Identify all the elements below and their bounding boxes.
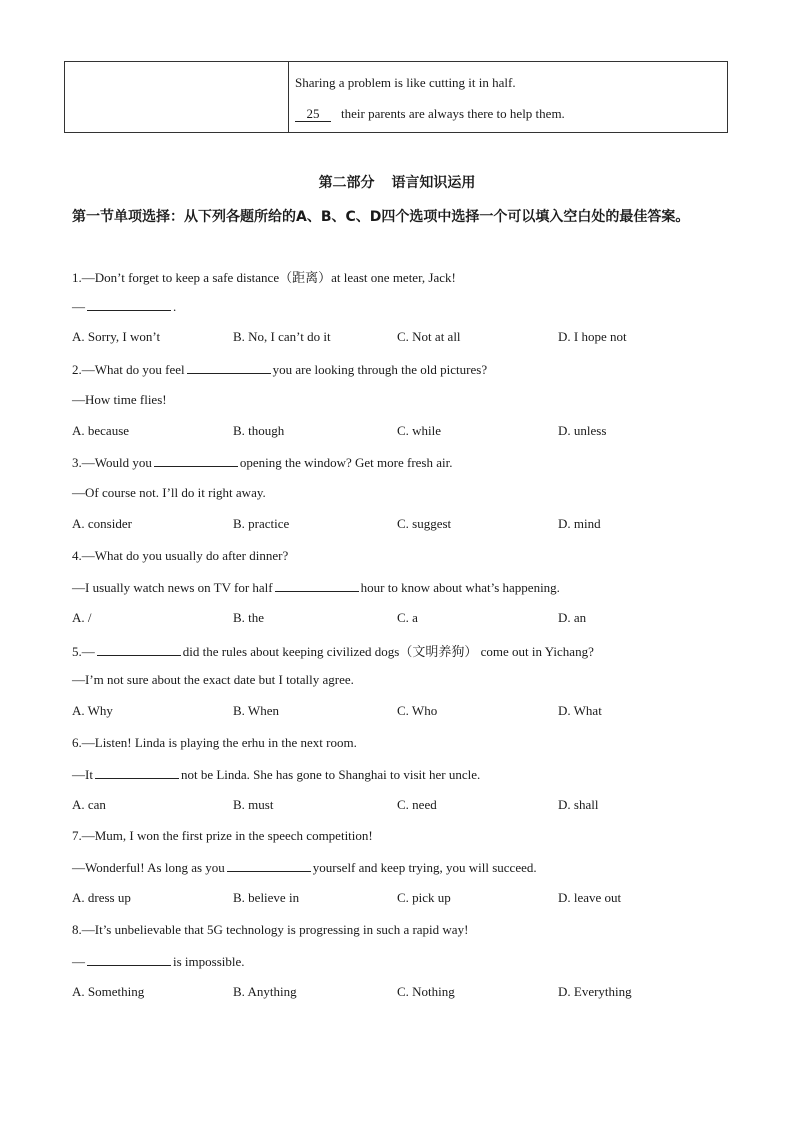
answer-blank [154, 454, 238, 467]
answer-text: —Wonderful! As long as you [72, 860, 225, 876]
answer-text-after: is impossible. [173, 953, 245, 969]
passage-line: Sharing a problem is like cutting it in half. [295, 75, 516, 90]
answer-text: —How time flies! [72, 391, 167, 407]
question-5-option-c: C. Who [397, 703, 438, 719]
question-2-option-a: A. because [72, 422, 130, 438]
question-5-option-b: B. When [233, 703, 279, 719]
question-2-answer-line [72, 392, 167, 408]
question-4-answer-line [72, 579, 560, 596]
answer-blank [95, 766, 179, 779]
question-1-answer-line [72, 298, 176, 315]
question-8-answer-line [72, 953, 245, 970]
question-3-option-d: D. mind [558, 516, 601, 532]
blank-25: 25 [295, 107, 331, 122]
answer-text: —I usually watch news on TV for half [72, 579, 273, 595]
question-text: 5.— [72, 644, 95, 659]
question-6-option-a: A. can [72, 796, 106, 812]
question-6-question-line [72, 735, 357, 751]
answer-text-after: hour to know about what’s happening. [360, 579, 560, 595]
instructions: 第一节单项选择：从下列各题所给的A、B、C、D四个选项中选择一个可以填入空白处的最佳答案。 [72, 209, 690, 225]
section-name: 语言知识运用 [391, 175, 476, 191]
question-6-answer-line [72, 766, 480, 783]
answer-text: — [72, 953, 85, 969]
answer-blank [97, 643, 181, 656]
table-cell-text [289, 62, 727, 132]
question-8-option-a: A. Something [72, 983, 145, 999]
question-7-option-b: B. believe in [233, 890, 300, 906]
section-title [0, 172, 794, 192]
answer-text: —Of course not. I’ll do it right away. [72, 485, 266, 501]
question-text: 2.—What do you feel [72, 361, 185, 377]
answer-blank [87, 298, 171, 311]
question-text: 8.—It’s unbelievable that 5G technology is progressing in such a rapid way! [72, 921, 469, 937]
question-2-question-line [72, 361, 487, 378]
question-1-question-line [72, 267, 456, 286]
question-text: 7.—Mum, I won the first prize in the speech competition! [72, 828, 373, 843]
answer-text: — [72, 299, 85, 315]
question-text-after: opening the window? Get more fresh air. [239, 455, 453, 470]
passage-table [64, 61, 728, 133]
question-8-option-d: D. Everything [558, 983, 632, 999]
question-2-option-b: B. though [233, 422, 285, 438]
question-7-answer-line [72, 859, 537, 876]
question-5-option-d: D. What [558, 703, 602, 719]
question-3-option-b: B. practice [233, 516, 290, 532]
question-3-option-a: A. consider [72, 516, 132, 532]
question-2-option-d: D. unless [558, 422, 607, 438]
question-6-option-b: B. must [233, 796, 274, 812]
question-text: 1.—Don’t forget to keep a safe distance（距离）at least one meter, Jack! [72, 270, 456, 285]
question-text: 4.—What do you usually do after dinner? [72, 547, 289, 563]
question-1-option-a: A. Sorry, I won’t [72, 329, 161, 345]
question-8-option-b: B. Anything [233, 983, 297, 999]
answer-blank [227, 859, 311, 872]
answer-text: —I’m not sure about the exact date but I totally agree. [72, 672, 354, 688]
question-5-question-line [72, 641, 594, 660]
question-7-option-d: D. leave out [558, 890, 622, 906]
answer-blank [275, 579, 359, 592]
question-1-option-b: B. No, I can’t do it [233, 329, 331, 345]
question-8-option-c: C. Nothing [397, 983, 455, 999]
question-5-answer-line [72, 672, 354, 688]
answer-blank [87, 953, 171, 966]
question-4-option-a: A. / [72, 609, 92, 625]
question-1-option-c: C. Not at all [397, 329, 461, 345]
question-5-option-a: A. Why [72, 703, 113, 719]
answer-text-after: yourself and keep trying, you will succeed. [312, 860, 537, 876]
question-2-option-c: C. while [397, 422, 442, 438]
question-1-option-d: D. I hope not [558, 329, 627, 345]
question-text: 3.—Would you [72, 455, 152, 470]
question-4-question-line [72, 548, 288, 564]
question-4-option-d: D. an [558, 609, 587, 625]
question-4-option-b: B. the [233, 609, 265, 625]
question-6-option-c: C. need [397, 796, 437, 812]
passage-line-text: their parents are always there to help them. [341, 106, 565, 121]
question-3-question-line [72, 454, 452, 471]
question-7-option-c: C. pick up [397, 890, 451, 906]
section-part: 第二部分 [318, 175, 375, 191]
question-3-option-c: C. suggest [397, 516, 452, 532]
table-cell-empty [65, 62, 289, 132]
question-text-after: did the rules about keeping civilized dogs（文明养狗） come out in Yichang? [182, 644, 594, 659]
question-7-question-line [72, 828, 373, 844]
question-4-option-c: C. a [397, 609, 418, 625]
answer-text: —It [72, 766, 93, 782]
answer-text-after: not be Linda. She has gone to Shanghai to visit her uncle. [180, 766, 481, 782]
passage-line [295, 106, 565, 122]
question-text: 6.—Listen! Linda is playing the erhu in the next room. [72, 734, 357, 750]
answer-text-after: . [173, 299, 177, 315]
question-8-question-line [72, 922, 468, 938]
question-7-option-a: A. dress up [72, 890, 131, 906]
question-6-option-d: D. shall [558, 796, 599, 812]
question-3-answer-line [72, 485, 266, 501]
answer-blank [187, 361, 271, 374]
question-text-after: you are looking through the old pictures? [272, 361, 488, 377]
